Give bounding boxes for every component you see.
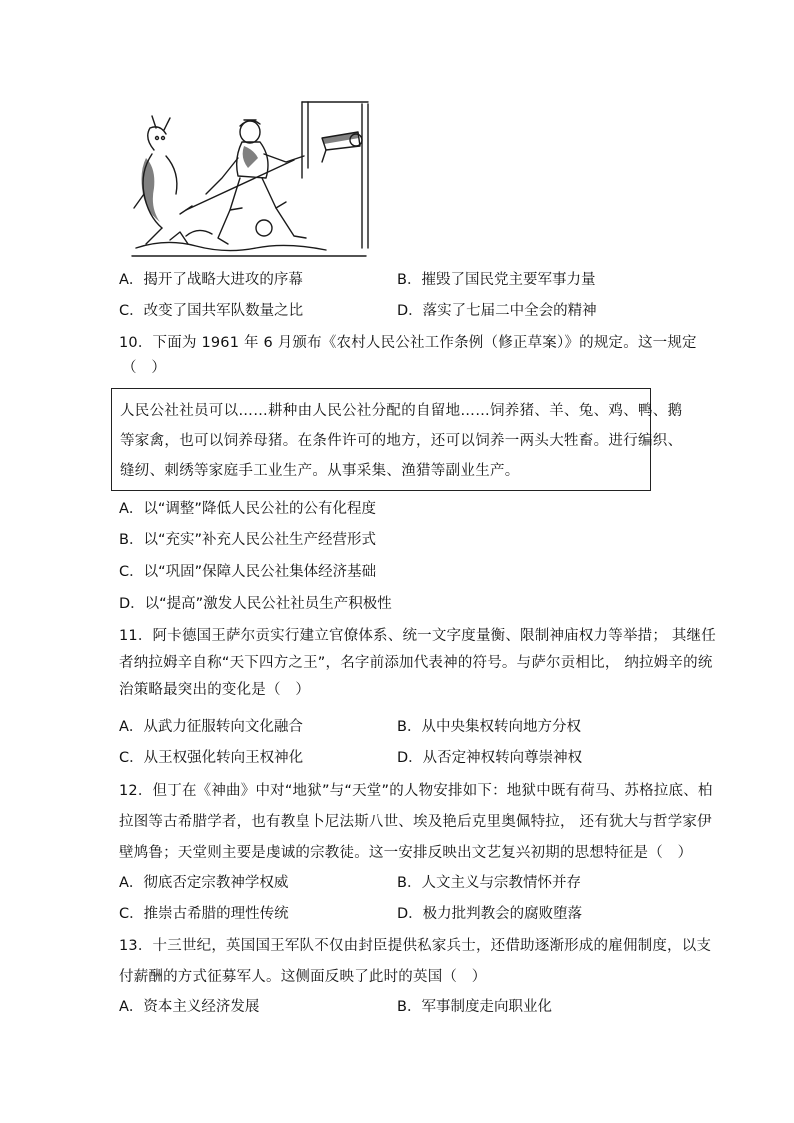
q11-option-b[interactable]: B．从中央集权转向地方分权 (397, 719, 581, 735)
q10-option-d[interactable]: D．以“提高”激发人民公社社员生产积极性 (119, 596, 392, 612)
q13-option-b[interactable]: B．军事制度走向职业化 (397, 999, 552, 1015)
q11-option-c[interactable]: C．从王权强化转向王权神化 (119, 750, 304, 766)
q11-option-a[interactable]: A．从武力征服转向文化融合 (119, 719, 303, 735)
q12-option-a[interactable]: A．彻底否定宗教神学权威 (119, 875, 289, 891)
q11-stem-line-2: 者纳拉姆辛自称“天下四方之王”，名字前添加代表神的符号。与萨尔贡相比， 纳拉姆辛的统 (119, 655, 713, 671)
q12-stem-line-3: 壁鸠鲁；天堂则主要是虔诚的宗教徒。这一安排反映出文艺复兴初期的思想特征是（ ） (119, 845, 693, 861)
q9-option-d[interactable]: D．落实了七届二中全会的精神 (397, 303, 597, 319)
q11-stem-line-1: 11．阿卡德国王萨尔贡实行建立官僚体系、统一文字度量衡、限制神庙权力等举措； 其继任 (119, 628, 716, 644)
cartoon-illustration (126, 98, 372, 260)
q12-stem-line-1: 12．但丁在《神曲》中对“地狱”与“天堂”的人物安排如下：地狱中既有荷马、苏格拉底、柏 (119, 783, 713, 799)
q10-source-line-1: 人民公社社员可以……耕种由人民公社分配的自留地……饲养猪、羊、兔、鸡、鸭、鹅 (120, 403, 683, 419)
q11-option-d[interactable]: D．从否定神权转向尊崇神权 (397, 750, 583, 766)
q10-stem-line-2: （ ） (122, 360, 167, 376)
q12-option-d[interactable]: D．极力批判教会的腐败堕落 (397, 906, 583, 922)
q13-option-a[interactable]: A．资本主义经济发展 (119, 999, 260, 1015)
q10-source-line-2: 等家禽，也可以饲养母猪。在条件许可的地方，还可以饲养一两头大牲畜。进行编织、 (120, 433, 683, 449)
q10-source-box (111, 388, 683, 491)
q10-option-c[interactable]: C．以“巩固”保障人民公社集体经济基础 (119, 564, 377, 580)
q11-stem-line-3: 治策略最突出的变化是（ ） (119, 682, 311, 698)
q13-stem-line-2: 付薪酬的方式征募军人。这侧面反映了此时的英国（ ） (119, 969, 487, 985)
q9-option-a[interactable]: A．揭开了战略大进攻的序幕 (119, 272, 303, 288)
q12-option-b[interactable]: B．人文主义与宗教情怀并存 (397, 875, 581, 891)
q9-option-b[interactable]: B．摧毁了国民党主要军事力量 (397, 272, 596, 288)
q12-stem-line-2: 拉图等古希腊学者，也有教皇卜尼法斯八世、埃及艳后克里奥佩特拉， 还有犹大与哲学家伊 (119, 814, 712, 830)
q9-option-c[interactable]: C．改变了国共军队数量之比 (119, 303, 304, 319)
q10-option-a[interactable]: A．以“调整”降低人民公社的公有化程度 (119, 501, 376, 517)
q10-source-line-3: 缝纫、刺绣等家庭手工业生产。从事采集、渔猎等副业生产。 (120, 463, 520, 479)
q13-stem-line-1: 13．十三世纪，英国国王军队不仅由封臣提供私家兵士，还借助逐渐形成的雇佣制度，以支 (119, 938, 712, 954)
q12-option-c[interactable]: C．推崇古希腊的理性传统 (119, 906, 289, 922)
q10-option-b[interactable]: B．以“充实”补充人民公社生产经营形式 (119, 532, 376, 548)
q10-stem-line-1: 10．下面为 1961 年 6 月颁布《农村人民公社工作条例（修正草案）》的规定。这一规定 (119, 335, 697, 351)
